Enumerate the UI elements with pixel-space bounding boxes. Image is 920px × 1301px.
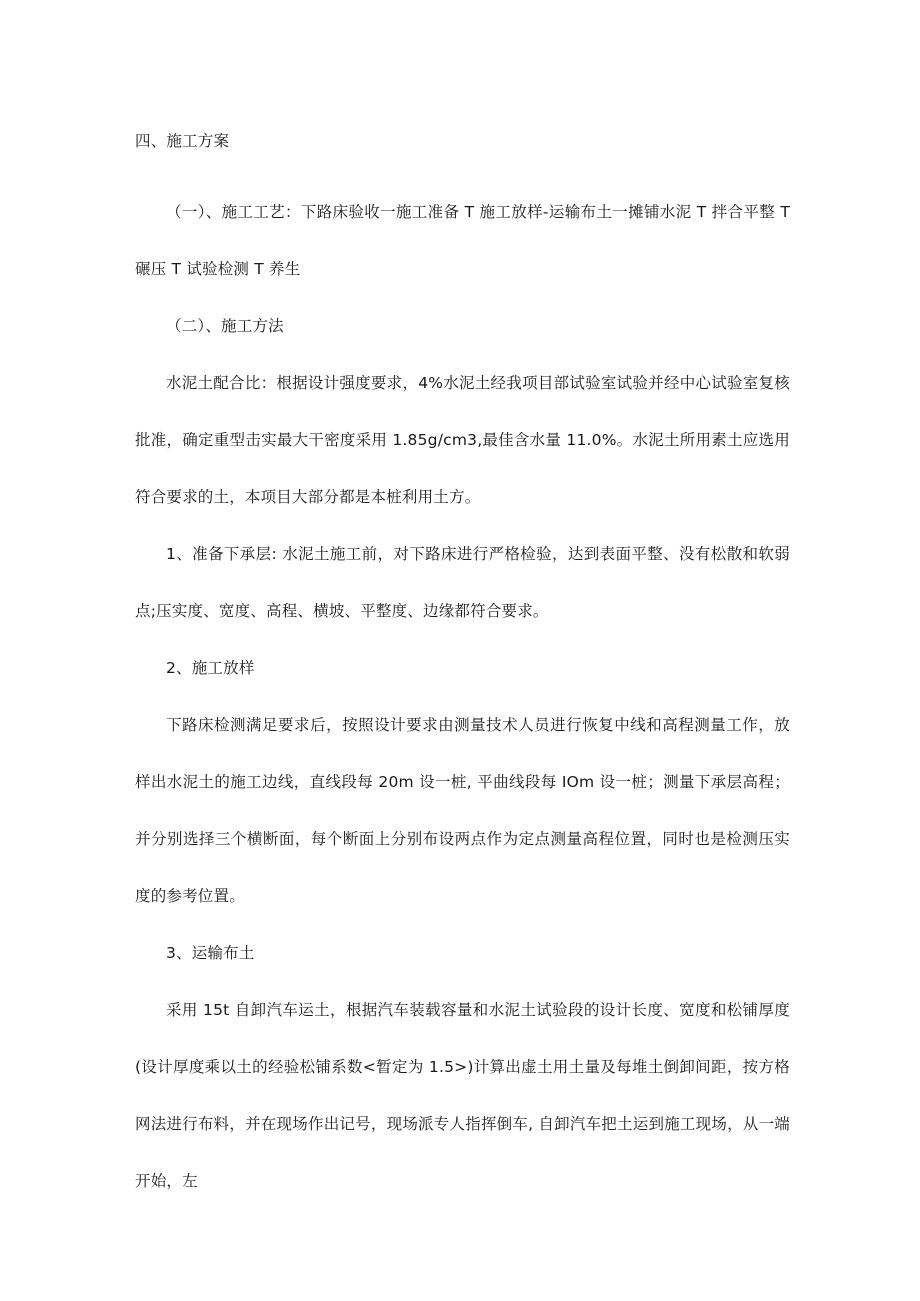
step2-paragraph: 下路床检测满足要求后，按照设计要求由测量技术人员进行恢复中线和高程测量工作，放样出水泥土的施工边线，直线段每 20m 设一桩, 平曲线段每 IOm 设一桩；测量下承层高程；并分别选择三个横断面，每个断面上分别布设两点作为定点测量高程位置，同时也是检测压实度的参考位置。 <box>135 716 790 905</box>
section-title: 四、施工方案 <box>135 132 230 150</box>
step3-paragraph: 采用 15t 自卸汽车运土，根据汽车装载容量和水泥土试验段的设计长度、宽度和松铺厚度(设计厚度乘以土的经验松铺系数<暂定为 1.5>)计算出虚土用土量及每堆土倒卸间距，按方格网法进行布料，并在现场作出记号，现场派专人指挥倒车, 自卸汽车把土运到施工现场，从一端开始，左 <box>135 1001 790 1190</box>
step1-paragraph: 1、准备下承层: 水泥土施工前，对下路床进行严格检验，达到表面平整、没有松散和软弱点;压实度、宽度、高程、横坡、平整度、边缘都符合要求。 <box>135 545 790 620</box>
step2-heading: 2、施工放样 <box>166 659 255 677</box>
construction-process-paragraph: （一）、施工工艺：下路床验收一施工准备 T 施工放样-运输布土一摊铺水泥 T 拌合平整 T 碾压 T 试验检测 T 养生 <box>135 203 790 278</box>
mix-ratio-paragraph: 水泥土配合比：根据设计强度要求，4%水泥土经我项目部试验室试验并经中心试验室复核批准，确定重型击实最大干密度采用 1.85g∕cm3,最佳含水量 11.0%。水泥土所用素土应选用符合要求的土，本项目大部分都是本桩利用土方。 <box>135 374 790 506</box>
construction-method-heading: （二）、施工方法 <box>166 317 284 335</box>
step3-heading: 3、运输布土 <box>166 944 255 962</box>
